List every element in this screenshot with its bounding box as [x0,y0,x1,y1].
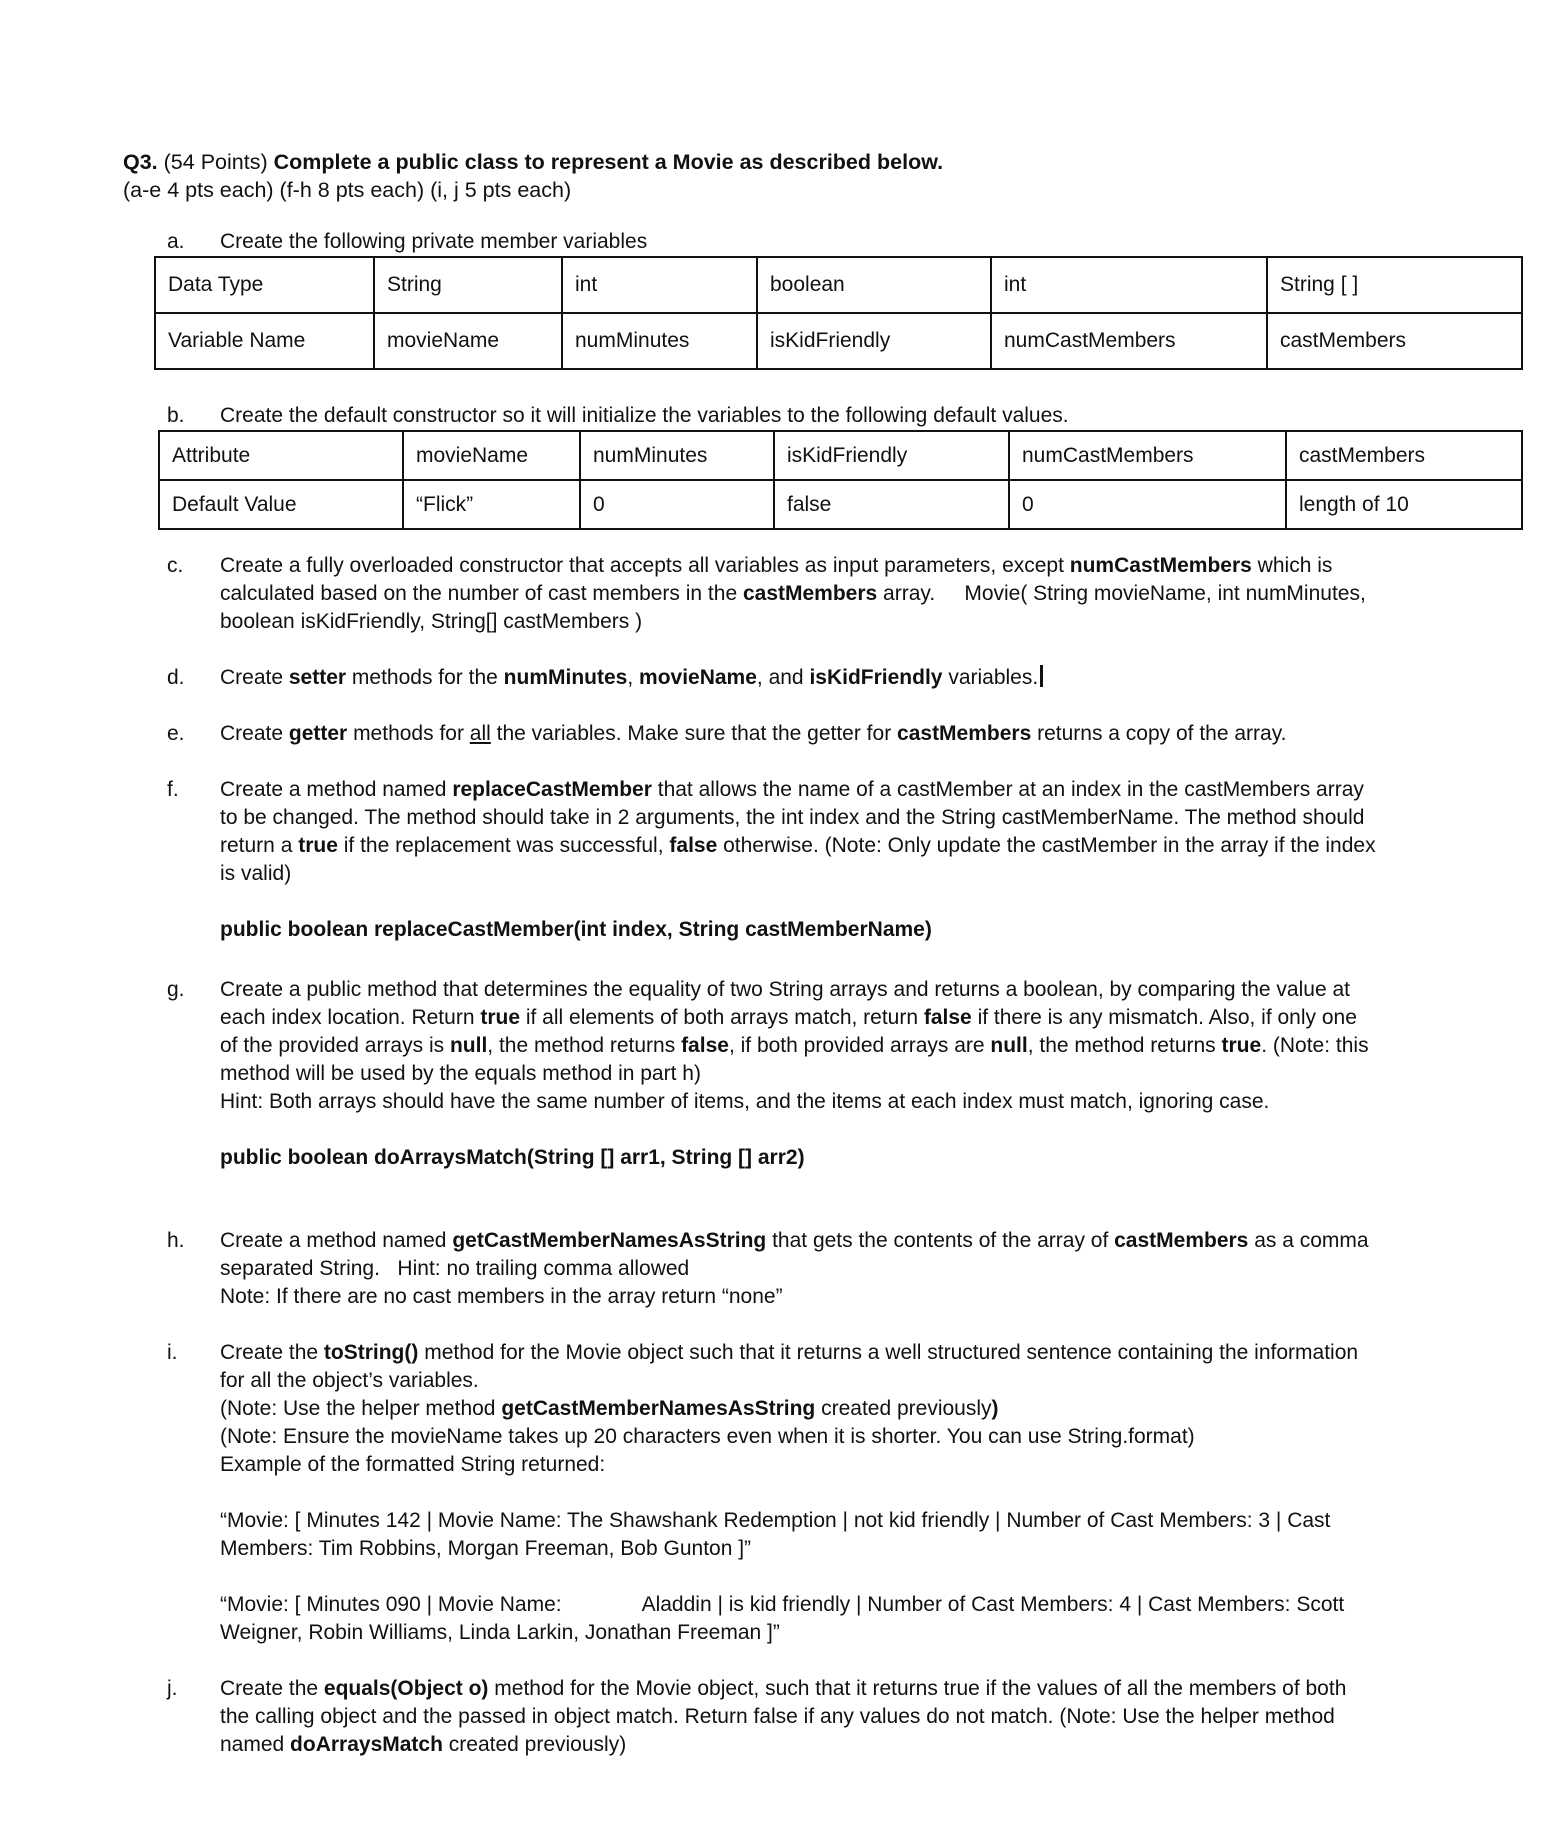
table-row [155,313,1522,369]
method-signature: public boolean replaceCastMember(int index, String castMemberName) [220,918,932,941]
table-row [159,480,1522,529]
item-text: Create the default constructor so it will initialize the variables to the following default values. [220,404,1069,427]
item-text: Create the equals(Object o) method for the Movie object, such that it returns true if the values of all the members of both the calling object and the passed in object match. Return false if any values do not match. (Note: Use the helper method named doArraysMatch created previously) [220,1677,1347,1756]
item-text: Create a method named getCastMemberNamesAsString that gets the contents of the array of castMembers as a comma separated String. Hint: no trailing comma allowed [220,1229,1375,1280]
table-cell: numCastMembers [1009,431,1286,480]
item-text: Create the toString() method for the Movie object such that it returns a well structured sentence containing the information for all the object’s variables. [220,1341,1359,1392]
item-text: Create a public method that determines the equality of two String arrays and returns a boolean, by comparing the value at each index location. Return true if all elements of both arrays match, return false if there is any mismatch. Also, if only one of the provided arrays is null, the method returns false, if both provided arrays are null, the method returns true. (Note: this method will be used by the equals method in part h) [220,978,1369,1085]
table-cell: numMinutes [562,313,757,369]
item-text: Create the following private member variables [220,230,648,253]
item-label: e. [167,722,185,745]
item-label: f. [167,778,179,801]
item-label: h. [167,1229,185,1252]
example-string: “Movie: [ Minutes 142 | Movie Name: The Shawshank Redemption | not kid friendly | Number of Cast Members: 3 | Cast Members: Tim Robbins, Morgan Freeman, Bob Gunton ]” [220,1509,1331,1560]
table-cell: int [991,257,1267,313]
table-cell: movieName [374,313,562,369]
table-cell: numMinutes [580,431,774,480]
item-label: c. [167,554,184,577]
question-points: (54 Points) [163,150,268,174]
table-cell: movieName [403,431,580,480]
table-cell: boolean [757,257,991,313]
item-label: a. [167,230,185,253]
question-heading [123,148,943,204]
item-label: j. [167,1677,178,1700]
note-text: Example of the formatted String returned: [220,1453,606,1476]
note-text: (Note: Use the helper method getCastMemberNamesAsString created previously) [220,1397,999,1420]
example-string: “Movie: [ Minutes 090 | Movie Name: Aladdin | is kid friendly | Number of Cast Members: 4 | Cast Members: Scott Weigner, Robin Williams, Linda Larkin, Jonathan Freeman ]” [220,1593,1345,1644]
item-label: d. [167,666,185,689]
points-breakdown: (a-e 4 pts each) (f-h 8 pts each) (i, j 5 pts each) [123,178,572,202]
table-cell: castMembers [1267,313,1522,369]
text-cursor [1040,665,1043,687]
table-cell: numCastMembers [991,313,1267,369]
item-text: Create a fully overloaded constructor that accepts all variables as input parameters, except numCastMembers which is calculated based on the number of cast members in the castMembers array. Movie( String movieName, int numMinutes, boolean isKidFriendly, String[] castMembers ) [220,554,1372,633]
item-label: i. [167,1341,178,1364]
note-text: (Note: Ensure the movieName takes up 20 characters even when it is shorter. You can use String.format) [220,1425,1195,1448]
table-cell: int [562,257,757,313]
table-cell: String [374,257,562,313]
default-values-table [158,430,1523,530]
table-cell: Attribute [159,431,403,480]
table-cell: Default Value [159,480,403,529]
table-cell: isKidFriendly [774,431,1009,480]
hint-text: Hint: Both arrays should have the same number of items, and the items at each index must match, ignoring case. [220,1090,1270,1113]
table-cell: String [ ] [1267,257,1522,313]
item-text: Create a method named replaceCastMember that allows the name of a castMember at an index in the castMembers array to be changed. The method should take in 2 arguments, the int index and the String castMemberName. The method should return a true if the replacement was successful, false otherwise. (Note: Only update the castMember in the array if the index is valid) [220,778,1376,885]
table-cell: “Flick” [403,480,580,529]
table-cell: Variable Name [155,313,374,369]
table-cell: 0 [580,480,774,529]
table-cell: length of 10 [1286,480,1522,529]
item-text: Create getter methods for all the variables. Make sure that the getter for castMembers returns a copy of the array. [220,722,1287,745]
table-cell: isKidFriendly [757,313,991,369]
item-text: Create setter methods for the numMinutes, movieName, and isKidFriendly variables. [220,664,1380,692]
table-cell: 0 [1009,480,1286,529]
member-variables-table [154,256,1523,370]
table-cell: Data Type [155,257,374,313]
item-label: b. [167,404,185,427]
table-row [155,257,1522,313]
table-cell: false [774,480,1009,529]
method-signature: public boolean doArraysMatch(String [] arr1, String [] arr2) [220,1146,805,1169]
item-label: g. [167,978,185,1001]
table-cell: castMembers [1286,431,1522,480]
note-text: Note: If there are no cast members in the array return “none” [220,1285,783,1308]
question-title: Complete a public class to represent a Movie as described below. [273,150,944,174]
table-row [159,431,1522,480]
question-label: Q3. [123,150,158,174]
